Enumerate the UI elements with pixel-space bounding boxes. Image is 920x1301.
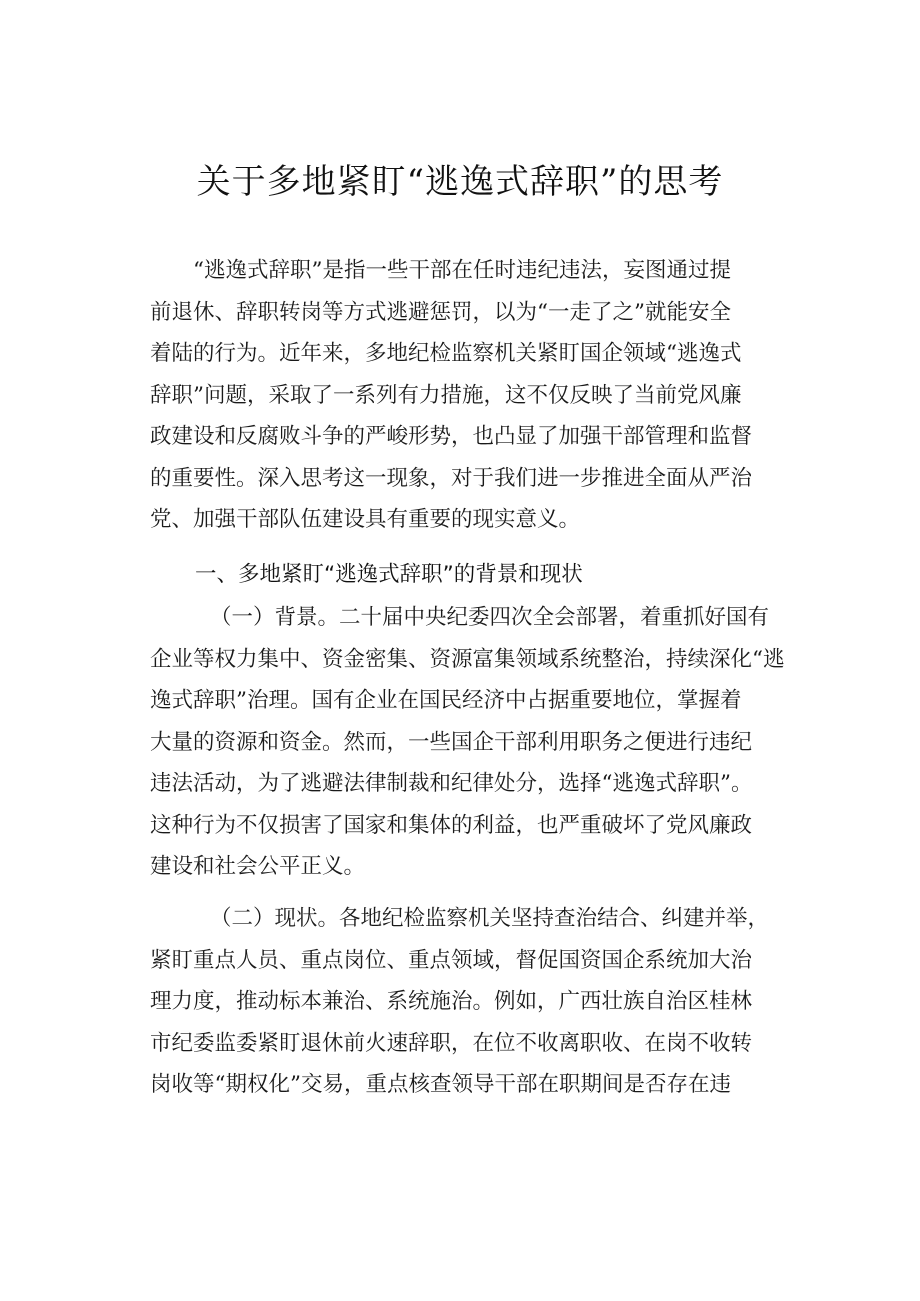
background-line-3: 逸式辞职”治理。国有企业在国民经济中占据重要地位，掌握着 [150, 688, 742, 713]
status-paragraph [150, 898, 800, 1106]
background-line-2: 企业等权力集中、资金密集、资源富集领域系统整治，持续深化“逃 [150, 646, 785, 672]
intro-line-6: 的重要性。深入思考这一现象，对于我们进一步推进全面从严治 [150, 465, 753, 491]
status-line-2: 紧盯重点人员、重点岗位、重点领域，督促国资国企系统加大治 [150, 947, 753, 973]
document-title: 关于多地紧盯“逃逸式辞职”的思考 [196, 162, 724, 202]
background-paragraph [150, 597, 800, 888]
intro-line-5: 政建设和反腐败斗争的严峻形势，也凸显了加强干部管理和监督 [150, 424, 753, 449]
status-line-3: 理力度，推动标本兼治、系统施治。例如，广西壮族自治区桂林 [150, 989, 753, 1014]
status-line-4: 市纪委监委紧盯退休前火速辞职，在位不收离职收、在岗不收转 [150, 1030, 753, 1056]
intro-line-2: 前退休、辞职转岗等方式逃避惩罚，以为“一走了之”就能安全 [150, 299, 731, 325]
background-line-5: 违法活动，为了逃避法律制裁和纪律处分，选择“逃逸式辞职”。 [150, 771, 753, 796]
background-line-7: 建设和社会公平正义。 [150, 854, 366, 879]
background-line-1: （一）背景。二十届中央纪委四次全会部署，着重抓好国有 [210, 605, 770, 630]
intro-paragraph [150, 250, 800, 541]
intro-line-7: 党、加强干部队伍建设具有重要的现实意义。 [150, 507, 581, 532]
status-line-5: 岗收等“期权化”交易，重点核查领导干部在职期间是否存在违 [150, 1072, 731, 1097]
intro-line-1: “逃逸式辞职”是指一些干部在任时违纪违法，妄图通过提 [193, 258, 731, 283]
background-line-6: 这种行为不仅损害了国家和集体的利益，也严重破坏了党风廉政 [150, 812, 753, 838]
intro-line-3: 着陆的行为。近年来，多地纪检监察机关紧盯国企领域“逃逸式 [150, 341, 742, 366]
intro-line-4: 辞职”问题，采取了一系列有力措施，这不仅反映了当前党风廉 [150, 382, 742, 408]
section-heading-1: 一、多地紧盯“逃逸式辞职”的背景和现状 [195, 562, 583, 587]
status-line-1: （二）现状。各地纪检监察机关坚持查治结合、纠建并举， [210, 906, 770, 931]
background-line-4: 大量的资源和资金。然而，一些国企干部利用职务之便进行违纪 [150, 729, 753, 755]
